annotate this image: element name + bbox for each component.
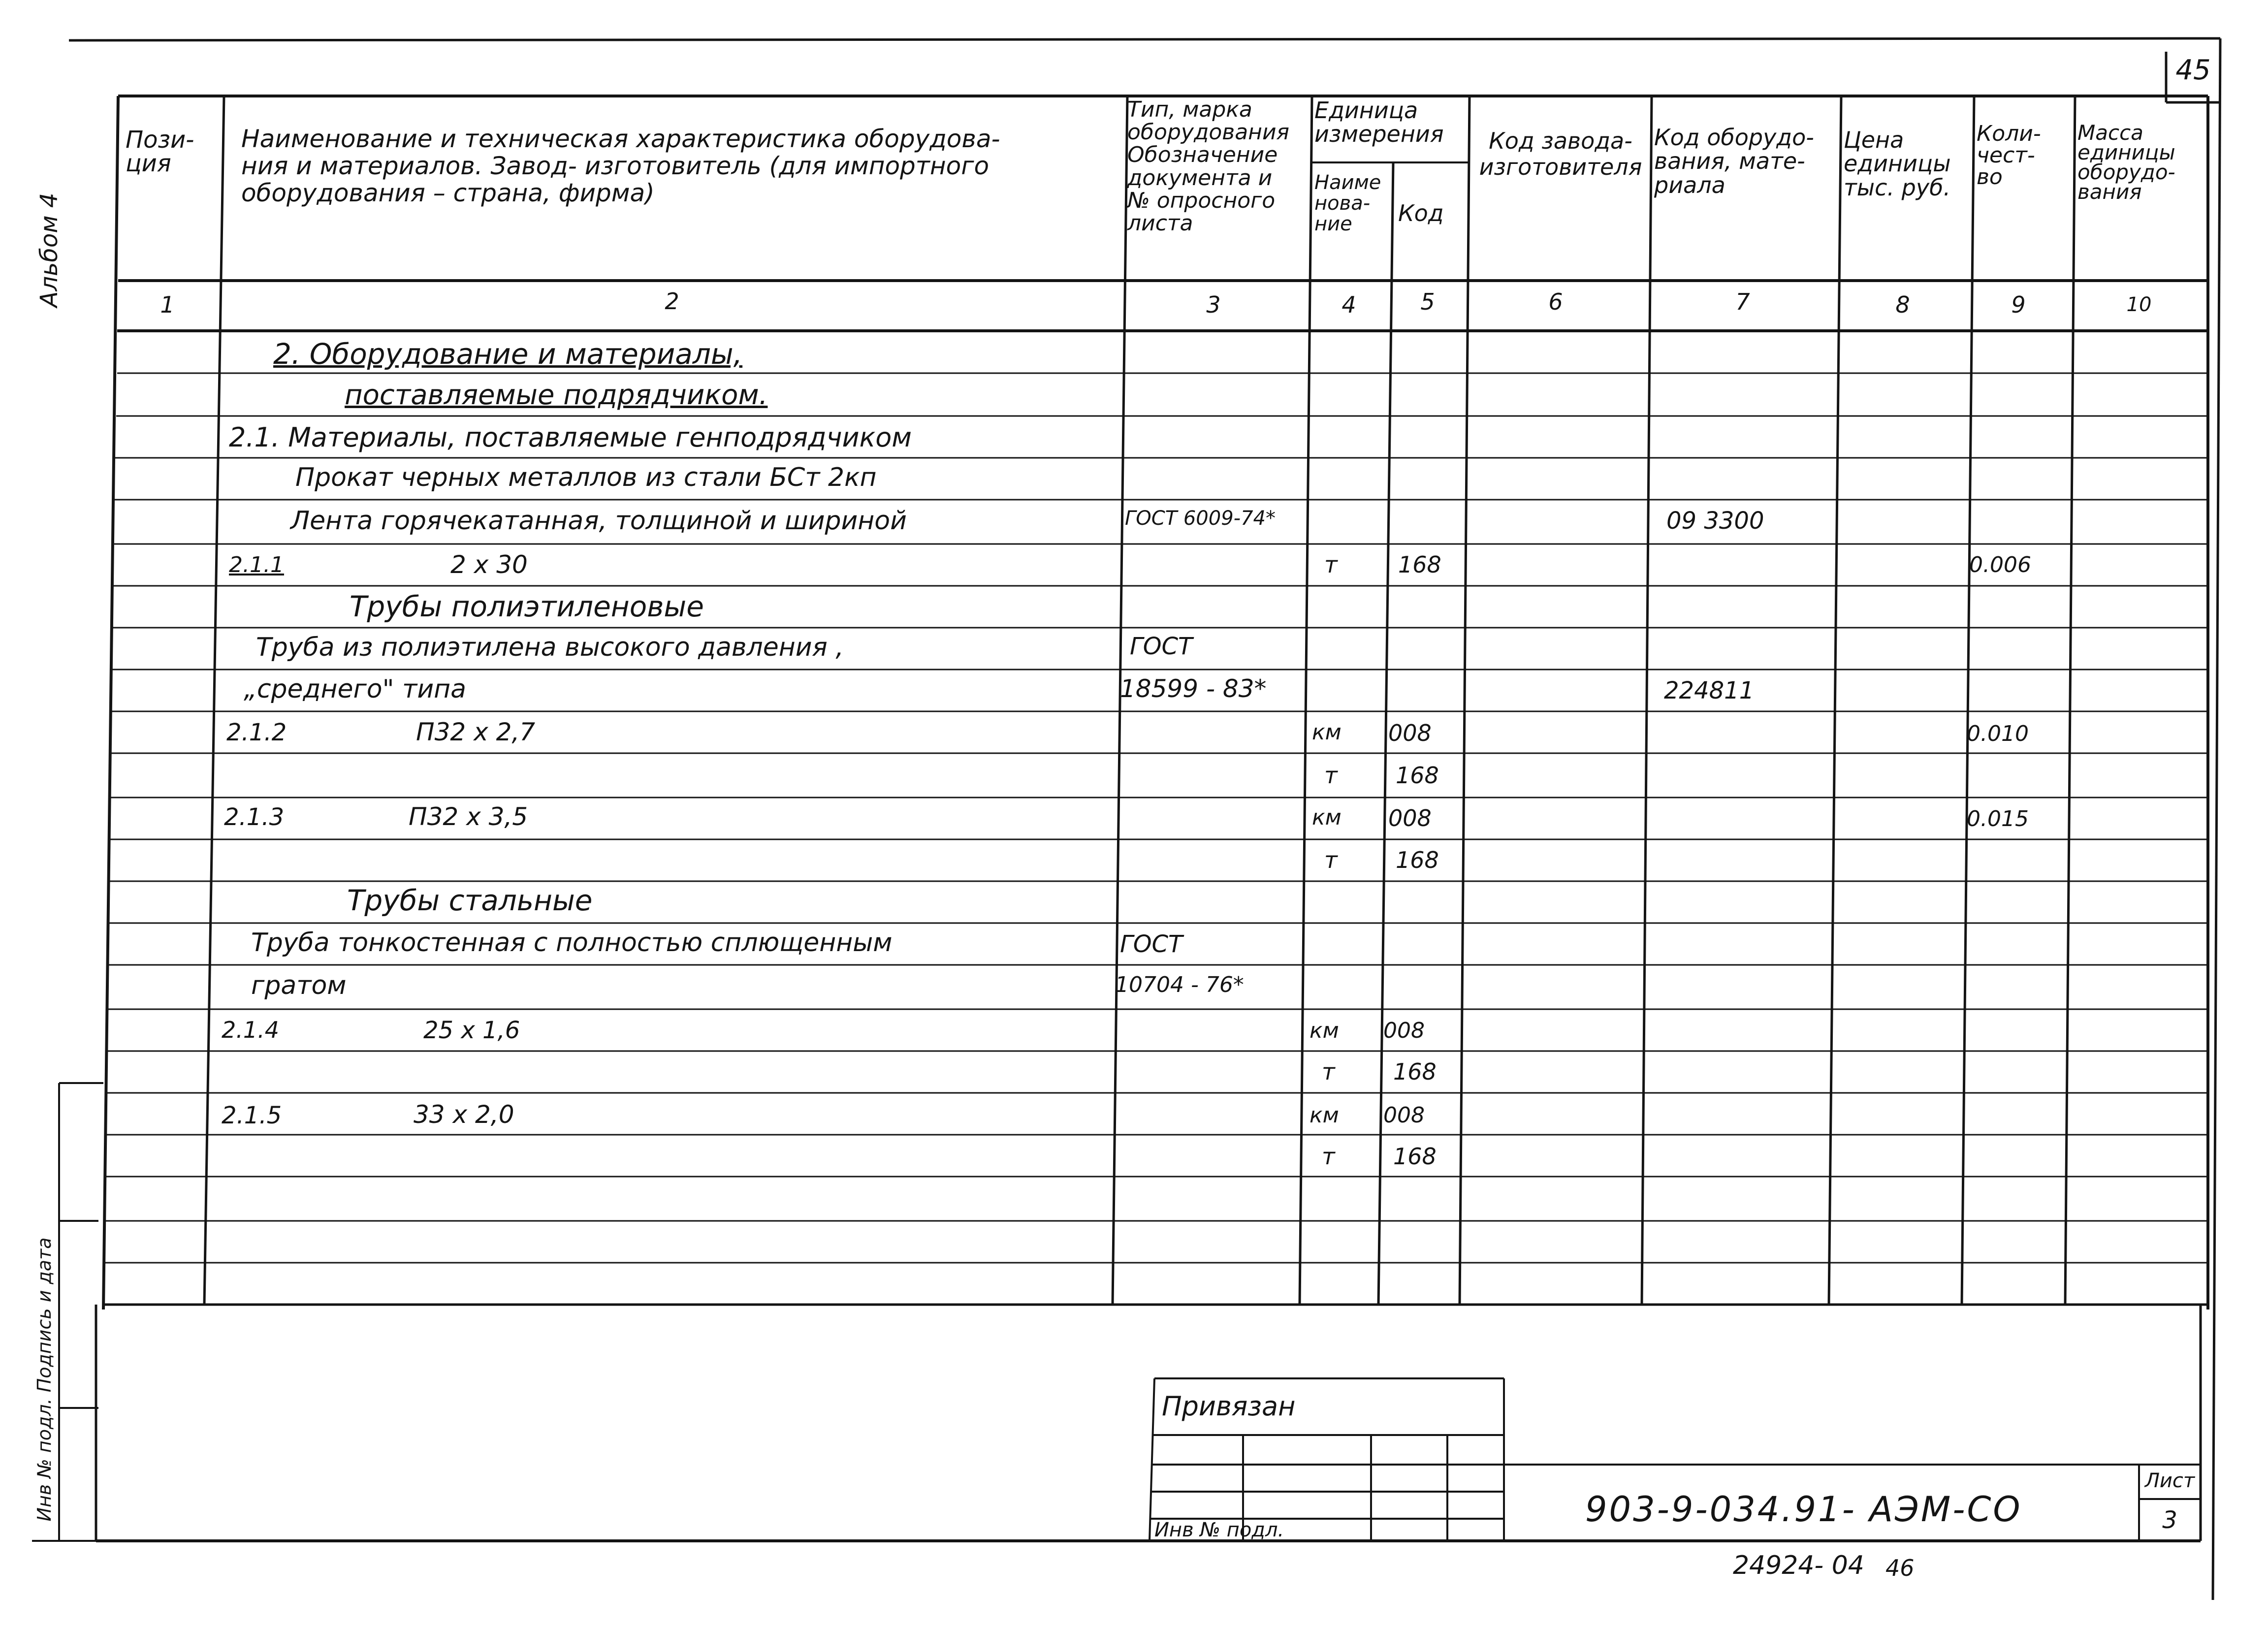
- col-number: 1: [160, 291, 175, 318]
- col-number: 2: [665, 288, 679, 315]
- list-item-unit-code: 168: [1393, 1058, 1437, 1085]
- list-item-name: Лента горячекатанная, толщиной и шириной: [290, 506, 907, 536]
- list-item-unit-code: 008: [1388, 805, 1432, 831]
- header-mass: Масса единицы оборудо- вания: [2077, 121, 2175, 204]
- document-code: 903-9-034.91- АЭМ-СО: [1585, 1489, 2022, 1530]
- list-item-unit: км: [1310, 1018, 1339, 1043]
- list-item-name: 25 x 1,6: [423, 1017, 520, 1044]
- list-item-code: 224811: [1664, 677, 1755, 704]
- header-price: Цена единицы тыс. руб.: [1844, 127, 1951, 201]
- list-item-doc: ГОСТ: [1120, 930, 1183, 958]
- list-item-doc: ГОСТ 6009-74*: [1125, 507, 1276, 530]
- list-item-name: 2 x 30: [450, 550, 528, 579]
- list-item-unit-code: 168: [1396, 847, 1439, 873]
- list-item-unit: км: [1312, 720, 1342, 745]
- list-item-unit: км: [1312, 805, 1342, 830]
- list-item-position: 2.1.5: [222, 1102, 282, 1129]
- header-equipment-code: Код оборудо- вания, мате- риала: [1654, 124, 1814, 198]
- list-item-name: Труба тонкостенная с полностью сплющенным: [251, 928, 893, 958]
- bound-label: Привязан: [1162, 1391, 1296, 1422]
- list-item-name: Прокат черных металлов из стали БСт 2кп: [295, 463, 877, 492]
- list-item-name: „среднего" типа: [244, 674, 467, 704]
- inventory-label: Инв № подл.: [1154, 1519, 1284, 1541]
- section-title: поставляемые подрядчиком.: [345, 379, 768, 411]
- list-item-doc: ГОСТ: [1130, 633, 1193, 660]
- col-number: 5: [1420, 288, 1435, 315]
- col-number: 10: [2126, 293, 2152, 316]
- list-item-unit-code: 168: [1398, 551, 1441, 578]
- sheet-label: Лист: [2144, 1469, 2195, 1492]
- header-maker-code: Код завода- изготовителя: [1479, 128, 1642, 180]
- list-item-doc: 18599 - 83*: [1120, 674, 1267, 703]
- list-item-unit: т: [1324, 551, 1338, 578]
- left-strip-label: Инв № подл. Подпись и дата: [33, 1237, 55, 1522]
- col-number: 3: [1206, 291, 1221, 318]
- header-unit-name: Наиме нова- ние: [1314, 171, 1381, 235]
- list-item-position: 2.1.1: [229, 552, 284, 577]
- header-unit-code: Код: [1398, 200, 1444, 226]
- list-item-unit-code: 008: [1383, 1018, 1425, 1043]
- list-item-unit-code: 008: [1388, 720, 1432, 746]
- list-item-unit: т: [1322, 1143, 1335, 1170]
- album-label: Альбом 4: [35, 192, 63, 308]
- list-item-name: П32 x 3,5: [409, 802, 528, 831]
- page-number: 45: [2175, 54, 2211, 86]
- list-item-unit: т: [1324, 762, 1338, 789]
- list-item-unit: км: [1310, 1103, 1339, 1128]
- subsection-title: 2.1. Материалы, поставляемые генподрядчиком: [229, 422, 912, 453]
- group-title: Трубы стальные: [347, 884, 593, 917]
- list-item-name: 33 x 2,0: [414, 1100, 514, 1129]
- list-item-quantity: 0.010: [1967, 721, 2029, 746]
- list-item-name: П32 x 2,7: [416, 718, 536, 746]
- col-number: 4: [1342, 291, 1356, 318]
- sheet-number: 3: [2162, 1506, 2177, 1534]
- col-number: 8: [1895, 291, 1910, 318]
- col-number: 9: [2011, 291, 2026, 318]
- list-item-unit: т: [1322, 1058, 1335, 1085]
- header-type-doc: Тип, марка оборудования Обозначение документа и № опросного листа: [1127, 97, 1290, 236]
- list-item-unit-code: 168: [1396, 762, 1439, 789]
- list-item-unit: т: [1324, 847, 1338, 873]
- header-name: Наименование и техническая характеристика оборудова- ния и материалов. Завод- изготовитель (для импортного оборудования – страна, фирма): [241, 125, 1000, 207]
- archive-number: 24924- 04: [1733, 1551, 1864, 1580]
- header-unit: Единица измерения: [1314, 97, 1444, 148]
- list-item-position: 2.1.4: [222, 1017, 280, 1043]
- list-item-position: 2.1.3: [224, 803, 285, 831]
- list-item-doc: 10704 - 76*: [1115, 972, 1244, 997]
- header-quantity: Коли- чест- во: [1977, 121, 2041, 190]
- col-number: 6: [1548, 288, 1563, 315]
- list-item-code: 09 3300: [1666, 507, 1764, 535]
- list-item-name: гратом: [251, 971, 347, 1000]
- list-item-position: 2.1.2: [226, 719, 287, 746]
- section-title: 2. Оборудование и материалы,: [273, 337, 743, 371]
- list-item-name: Труба из полиэтилена высокого давления ,: [256, 633, 844, 662]
- group-title: Трубы полиэтиленовые: [350, 590, 704, 623]
- list-item-unit-code: 008: [1383, 1103, 1425, 1128]
- archive-suffix: 46: [1885, 1555, 1915, 1581]
- col-number: 7: [1735, 288, 1750, 315]
- header-position: Пози- ция: [126, 126, 194, 177]
- list-item-quantity: 0.015: [1967, 806, 2029, 831]
- list-item-quantity: 0.006: [1969, 552, 2031, 577]
- list-item-unit-code: 168: [1393, 1143, 1437, 1170]
